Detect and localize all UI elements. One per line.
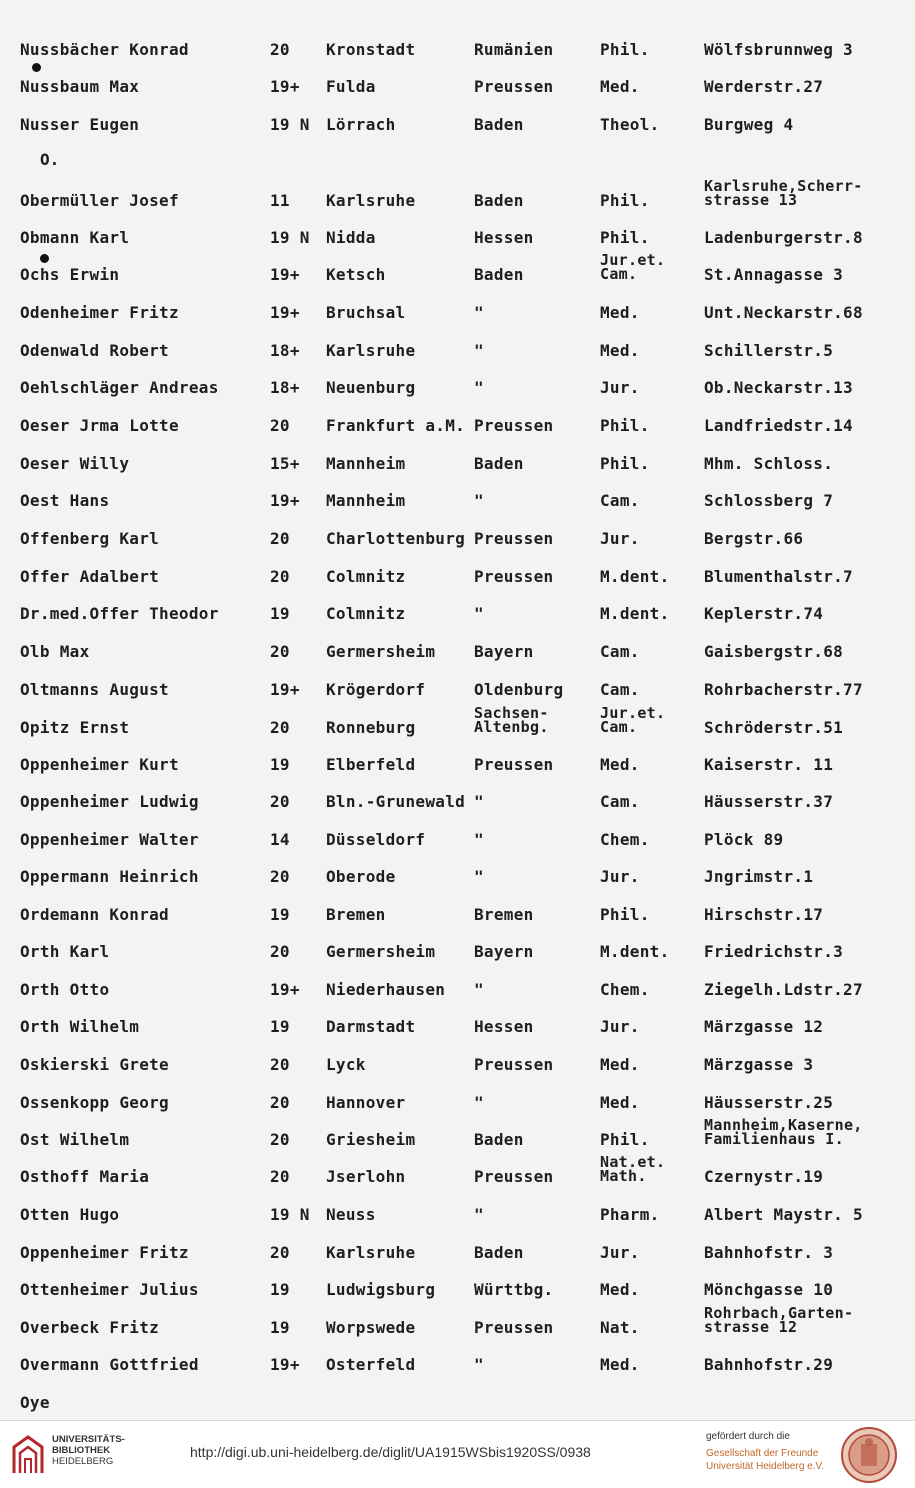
register-row: [0, 755, 915, 781]
entry-name: Ossenkopp Georg: [20, 1093, 169, 1112]
entry-address: Mhm. Schloss.: [704, 454, 834, 473]
entry-faculty: Med.: [600, 77, 640, 96]
entry-name: Oppenheimer Kurt: [20, 755, 179, 774]
entry-faculty: M.dent.: [600, 604, 670, 623]
entry-hometown: Kronstadt: [326, 40, 416, 59]
register-row: [0, 1153, 915, 1193]
entry-faculty: Phil.: [600, 454, 650, 473]
entry-hometown: Neuenburg: [326, 378, 416, 397]
entry-address: Schlossberg 7: [704, 491, 834, 510]
register-row: [0, 567, 915, 593]
entry-faculty: Jur.et. Cam.: [600, 251, 666, 283]
entry-semester: 20: [270, 718, 290, 737]
entry-address: Keplerstr.74: [704, 604, 824, 623]
entry-name: Odenheimer Fritz: [20, 303, 179, 322]
entry-faculty: Jur.: [600, 1243, 640, 1262]
entry-name: Overbeck Fritz: [20, 1318, 160, 1337]
register-row: [0, 867, 915, 893]
entry-name: Overmann Gottfried: [20, 1355, 199, 1374]
entry-state: ": [474, 1093, 484, 1112]
entry-hometown: Niederhausen: [326, 980, 446, 999]
entry-address: Plöck 89: [704, 830, 784, 849]
entry-semester: 19: [270, 755, 290, 774]
entry-faculty: Med.: [600, 1355, 640, 1374]
register-row: [0, 1280, 915, 1306]
entry-semester: 19+: [270, 265, 300, 284]
entry-name: Oeser Willy: [20, 454, 130, 473]
register-row: [0, 40, 915, 66]
entry-faculty: Chem.: [600, 980, 650, 999]
entry-semester: 20: [270, 529, 290, 548]
entry-hometown: Bremen: [326, 905, 386, 924]
entry-semester: 20: [270, 567, 290, 586]
entry-hometown: Darmstadt: [326, 1017, 416, 1036]
entry-hometown: Germersheim: [326, 642, 436, 661]
entry-address: Kaiserstr. 11: [704, 755, 834, 774]
register-row: [0, 416, 915, 442]
register-row: [0, 1304, 915, 1344]
register-row: [0, 1355, 915, 1381]
entry-hometown: Ketsch: [326, 265, 386, 284]
entry-faculty: Phil.: [600, 40, 650, 59]
register-row: [0, 604, 915, 630]
university-library-logo-icon: [10, 1433, 46, 1477]
entry-hometown: Griesheim: [326, 1130, 416, 1149]
entry-address: Schillerstr.5: [704, 341, 834, 360]
document-url[interactable]: http://digi.ub.uni-heidelberg.de/diglit/UA1915WSbis1920SS/0938: [190, 1444, 591, 1460]
register-row: [0, 341, 915, 367]
entry-semester: 20: [270, 1130, 290, 1149]
entry-faculty: Phil.: [600, 905, 650, 924]
entry-name: Obmann Karl: [20, 228, 130, 247]
entry-name: Orth Karl: [20, 942, 110, 961]
entry-semester: 19+: [270, 303, 300, 322]
entry-state: Sachsen- Altenbg.: [474, 704, 549, 736]
entry-address: Wölfsbrunnweg 3: [704, 40, 853, 59]
entry-semester: 20: [270, 942, 290, 961]
entry-faculty: Theol.: [600, 115, 660, 134]
entry-faculty: Phil.: [600, 416, 650, 435]
entry-state: ": [474, 303, 484, 322]
entry-address: Märzgasse 3: [704, 1055, 814, 1074]
entry-address: Ob.Neckarstr.13: [704, 378, 853, 397]
entry-faculty: Cam.: [600, 792, 640, 811]
entry-faculty: Chem.: [600, 830, 650, 849]
entry-hometown: Karlsruhe: [326, 191, 416, 210]
entry-name: Opitz Ernst: [20, 718, 130, 737]
entry-state: ": [474, 1355, 484, 1374]
entry-address: Czernystr.19: [704, 1167, 824, 1186]
entry-state: ": [474, 867, 484, 886]
entry-semester: 14: [270, 830, 290, 849]
entry-hometown: Elberfeld: [326, 755, 416, 774]
entry-faculty: Med.: [600, 303, 640, 322]
entry-state: ": [474, 980, 484, 999]
entry-hometown: Hannover: [326, 1093, 406, 1112]
entry-state: Preussen: [474, 416, 554, 435]
entry-address: Bahnhofstr.29: [704, 1355, 834, 1374]
entry-hometown: Colmnitz: [326, 604, 406, 623]
entry-state: Bremen: [474, 905, 534, 924]
entry-state: Baden: [474, 1130, 524, 1149]
entry-address: Bergstr.66: [704, 529, 804, 548]
entry-address: Blumenthalstr.7: [704, 567, 853, 586]
register-row: [0, 980, 915, 1006]
entry-faculty: Phil.: [600, 191, 650, 210]
entry-state: Bayern: [474, 942, 534, 961]
entry-address: Märzgasse 12: [704, 1017, 824, 1036]
register-row: [0, 529, 915, 555]
register-row: [0, 1116, 915, 1156]
entry-address: Häusserstr.25: [704, 1093, 834, 1112]
register-row: [0, 378, 915, 404]
entry-address: Karlsruhe,Scherr- strasse 13: [704, 177, 863, 209]
entry-hometown: Düsseldorf: [326, 830, 426, 849]
section-letter: O.: [40, 150, 60, 169]
supported-by-label: gefördert durch die: [706, 1431, 790, 1442]
entry-address: St.Annagasse 3: [704, 265, 844, 284]
entry-hometown: Lörrach: [326, 115, 396, 134]
entry-hometown: Nidda: [326, 228, 376, 247]
entry-semester: 19 N: [270, 228, 310, 247]
entry-name: Ochs Erwin: [20, 265, 120, 284]
entry-faculty: M.dent.: [600, 567, 670, 586]
entry-address: Werderstr.27: [704, 77, 824, 96]
entry-hometown: Osterfeld: [326, 1355, 416, 1374]
entry-semester: 15+: [270, 454, 300, 473]
entry-state: Preussen: [474, 567, 554, 586]
register-row: [0, 1243, 915, 1269]
entry-state: ": [474, 491, 484, 510]
entry-address: Unt.Neckarstr.68: [704, 303, 863, 322]
register-row: [0, 830, 915, 856]
entry-address: Hirschstr.17: [704, 905, 824, 924]
society-name: Gesellschaft der Freunde Universität Heidelberg e.V.: [706, 1448, 825, 1472]
entry-name: Otten Hugo: [20, 1205, 120, 1224]
entry-name: Nussbaum Max: [20, 77, 140, 96]
entry-hometown: Colmnitz: [326, 567, 406, 586]
entry-hometown: Karlsruhe: [326, 341, 416, 360]
entry-name: Offer Adalbert: [20, 567, 160, 586]
entry-semester: 19+: [270, 77, 300, 96]
register-row: [0, 942, 915, 968]
entry-state: Baden: [474, 265, 524, 284]
entry-faculty: Cam.: [600, 491, 640, 510]
entry-address: Burgweg 4: [704, 115, 794, 134]
entry-faculty: Jur.: [600, 378, 640, 397]
entry-faculty: Med.: [600, 1055, 640, 1074]
register-row: [0, 177, 915, 217]
entry-semester: 20: [270, 1167, 290, 1186]
entry-hometown: Lyck: [326, 1055, 366, 1074]
entry-address: Rohrbacherstr.77: [704, 680, 863, 699]
entry-name: Obermüller Josef: [20, 191, 179, 210]
entry-hometown: Jserlohn: [326, 1167, 406, 1186]
entry-state: ": [474, 830, 484, 849]
register-row: [0, 491, 915, 517]
entry-name: Odenwald Robert: [20, 341, 169, 360]
entry-hometown: Germersheim: [326, 942, 436, 961]
register-row: [0, 77, 915, 103]
entry-hometown: Neuss: [326, 1205, 376, 1224]
entry-faculty: Med.: [600, 1280, 640, 1299]
entry-faculty: Cam.: [600, 642, 640, 661]
entry-hometown: Mannheim: [326, 491, 406, 510]
entry-name: Oest Hans: [20, 491, 110, 510]
entry-faculty: Pharm.: [600, 1205, 660, 1224]
entry-address: Albert Maystr. 5: [704, 1205, 863, 1224]
register-row: [0, 1393, 915, 1419]
entry-faculty: Jur.: [600, 867, 640, 886]
entry-address: Friedrichstr.3: [704, 942, 844, 961]
entry-faculty: Jur.: [600, 529, 640, 548]
entry-semester: 19: [270, 1318, 290, 1337]
entry-hometown: Fulda: [326, 77, 376, 96]
register-row: [0, 303, 915, 329]
entry-hometown: Ronneburg: [326, 718, 416, 737]
entry-faculty: Phil.: [600, 1130, 650, 1149]
entry-address: Jngrimstr.1: [704, 867, 814, 886]
entry-name: Orth Wilhelm: [20, 1017, 140, 1036]
entry-name: Oskierski Grete: [20, 1055, 169, 1074]
entry-semester: 20: [270, 1243, 290, 1262]
entry-name: Oye: [20, 1393, 50, 1412]
register-row: [0, 228, 915, 254]
entry-hometown: Oberode: [326, 867, 396, 886]
entry-semester: 20: [270, 1093, 290, 1112]
register-row: [0, 905, 915, 931]
entry-state: Baden: [474, 115, 524, 134]
ink-dot: [40, 254, 49, 263]
entry-address: Bahnhofstr. 3: [704, 1243, 834, 1262]
entry-name: Ost Wilhelm: [20, 1130, 130, 1149]
entry-state: Oldenburg: [474, 680, 564, 699]
entry-semester: 19: [270, 905, 290, 924]
entry-semester: 20: [270, 40, 290, 59]
register-row: [0, 792, 915, 818]
entry-semester: 20: [270, 416, 290, 435]
entry-hometown: Ludwigsburg: [326, 1280, 436, 1299]
entry-state: Preussen: [474, 529, 554, 548]
entry-state: ": [474, 604, 484, 623]
entry-state: Preussen: [474, 1055, 554, 1074]
entry-name: Oppenheimer Walter: [20, 830, 199, 849]
entry-semester: 19+: [270, 980, 300, 999]
entry-semester: 20: [270, 642, 290, 661]
entry-state: Bayern: [474, 642, 534, 661]
entry-state: Preussen: [474, 1318, 554, 1337]
entry-semester: 19+: [270, 1355, 300, 1374]
footer-bar: [0, 1420, 915, 1488]
entry-address: Schröderstr.51: [704, 718, 844, 737]
entry-address: Ziegelh.Ldstr.27: [704, 980, 863, 999]
entry-name: Olb Max: [20, 642, 90, 661]
entry-state: Württbg.: [474, 1280, 554, 1299]
register-row: [0, 642, 915, 668]
entry-name: Osthoff Maria: [20, 1167, 150, 1186]
entry-name: Orth Otto: [20, 980, 110, 999]
entry-faculty: Jur.: [600, 1017, 640, 1036]
entry-name: Ottenheimer Julius: [20, 1280, 199, 1299]
entry-state: Preussen: [474, 77, 554, 96]
entry-state: ": [474, 341, 484, 360]
entry-semester: 18+: [270, 378, 300, 397]
entry-faculty: Med.: [600, 1093, 640, 1112]
entry-semester: 11: [270, 191, 290, 210]
entry-faculty: Phil.: [600, 228, 650, 247]
entry-name: Nussbächer Konrad: [20, 40, 189, 59]
entry-faculty: Cam.: [600, 680, 640, 699]
register-row: [0, 454, 915, 480]
entry-semester: 19+: [270, 680, 300, 699]
entry-state: Hessen: [474, 1017, 534, 1036]
entry-hometown: Frankfurt a.M.: [326, 416, 466, 435]
entry-hometown: Krögerdorf: [326, 680, 426, 699]
register-row: [0, 1205, 915, 1231]
entry-state: Baden: [474, 1243, 524, 1262]
entry-faculty: Nat.et. Math.: [600, 1153, 666, 1185]
entry-state: ": [474, 792, 484, 811]
entry-semester: 20: [270, 792, 290, 811]
entry-semester: 20: [270, 1055, 290, 1074]
entry-state: Preussen: [474, 755, 554, 774]
entry-semester: 19 N: [270, 1205, 310, 1224]
entry-faculty: Med.: [600, 755, 640, 774]
entry-state: ": [474, 378, 484, 397]
entry-address: Ladenburgerstr.8: [704, 228, 863, 247]
entry-name: Dr.med.Offer Theodor: [20, 604, 219, 623]
entry-name: Ordemann Konrad: [20, 905, 169, 924]
entry-address: Gaisbergstr.68: [704, 642, 844, 661]
entry-hometown: Charlottenburg: [326, 529, 466, 548]
university-seal-icon: [840, 1426, 898, 1484]
entry-name: Oehlschläger Andreas: [20, 378, 219, 397]
entry-hometown: Worpswede: [326, 1318, 416, 1337]
entry-address: Landfriedstr.14: [704, 416, 853, 435]
entry-semester: 18+: [270, 341, 300, 360]
entry-semester: 19: [270, 1280, 290, 1299]
entry-semester: 19: [270, 1017, 290, 1036]
entry-name: Oppenheimer Fritz: [20, 1243, 189, 1262]
entry-address: Rohrbach,Garten- strasse 12: [704, 1304, 854, 1336]
entry-hometown: Karlsruhe: [326, 1243, 416, 1262]
entry-name: Oeser Jrma Lotte: [20, 416, 179, 435]
entry-semester: 19 N: [270, 115, 310, 134]
entry-faculty: Med.: [600, 341, 640, 360]
entry-semester: 20: [270, 867, 290, 886]
register-row: [0, 1055, 915, 1081]
entry-state: Baden: [474, 191, 524, 210]
entry-address: Mannheim,Kaserne, Familienhaus I.: [704, 1116, 863, 1148]
register-row: [0, 704, 915, 744]
library-name: UNIVERSITÄTS- BIBLIOTHEK HEIDELBERG: [52, 1434, 125, 1467]
entry-state: Baden: [474, 454, 524, 473]
entry-address: Häusserstr.37: [704, 792, 834, 811]
entry-faculty: M.dent.: [600, 942, 670, 961]
entry-name: Oppermann Heinrich: [20, 867, 199, 886]
entry-hometown: Mannheim: [326, 454, 406, 473]
register-row: [0, 680, 915, 706]
entry-hometown: Bln.-Grunewald: [326, 792, 466, 811]
entry-name: Nusser Eugen: [20, 115, 140, 134]
register-row: [0, 115, 915, 141]
entry-faculty: Nat.: [600, 1318, 640, 1337]
entry-name: Offenberg Karl: [20, 529, 160, 548]
entry-state: Rumänien: [474, 40, 554, 59]
register-row: [0, 251, 915, 291]
entry-name: Oppenheimer Ludwig: [20, 792, 199, 811]
register-row: [0, 1017, 915, 1043]
entry-semester: 19+: [270, 491, 300, 510]
entry-state: Preussen: [474, 1167, 554, 1186]
entry-name: Oltmanns August: [20, 680, 169, 699]
entry-hometown: Bruchsal: [326, 303, 406, 322]
entry-state: Hessen: [474, 228, 534, 247]
entry-faculty: Jur.et. Cam.: [600, 704, 666, 736]
entry-semester: 19: [270, 604, 290, 623]
entry-state: ": [474, 1205, 484, 1224]
entry-address: Mönchgasse 10: [704, 1280, 834, 1299]
